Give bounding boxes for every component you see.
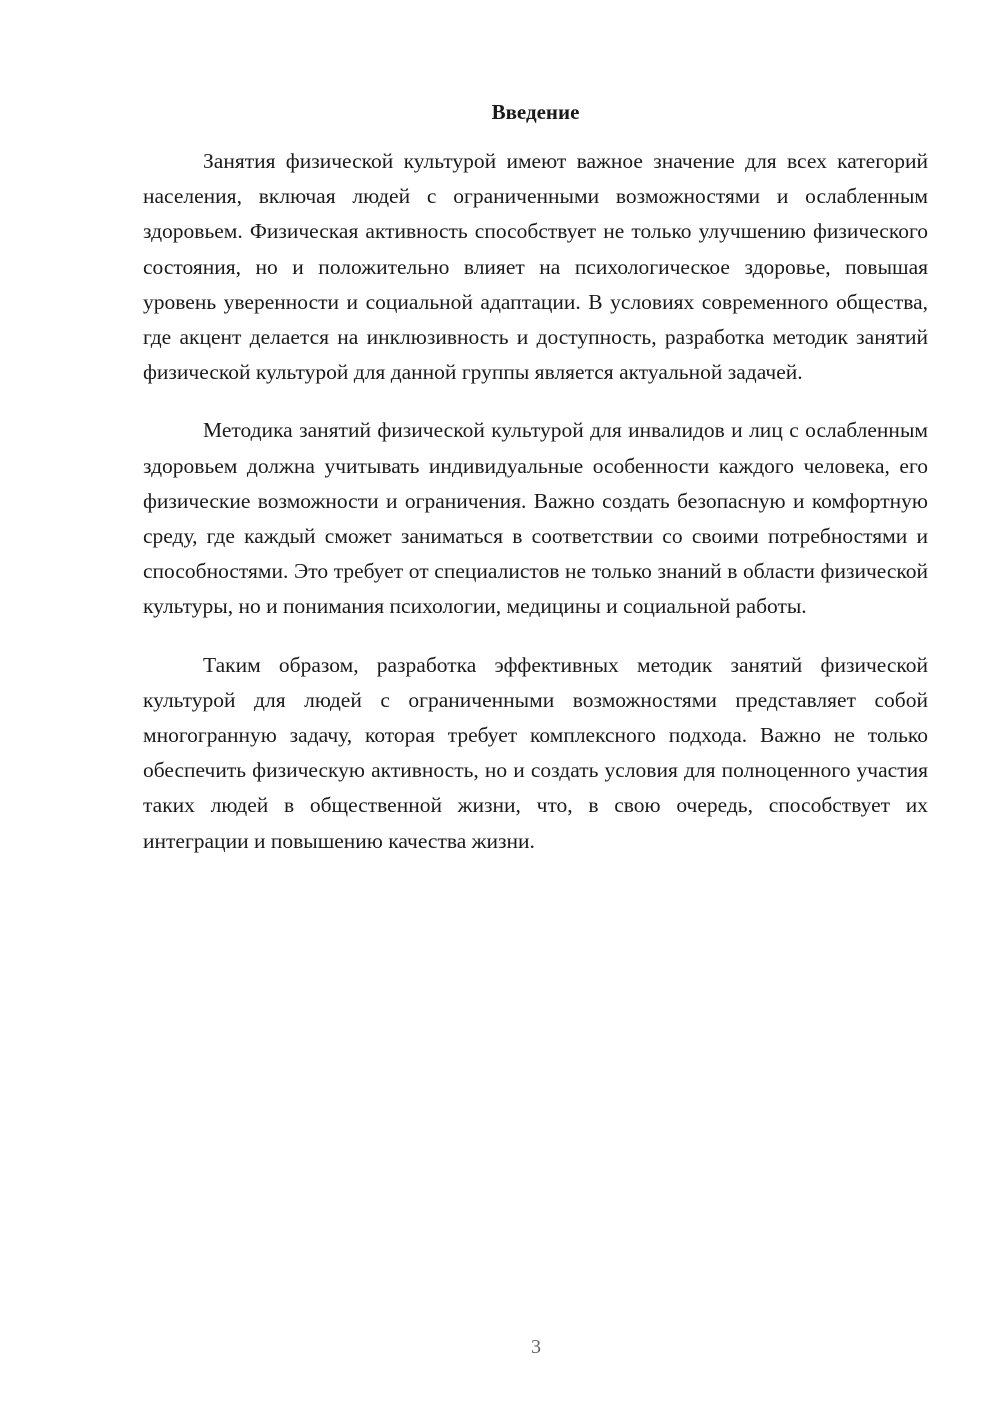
paragraph-3: Таким образом, разработка эффективных методик занятий физической культурой для людей с ограниченными возможностями представляет собой многогранную задачу, которая требует комплексного подхода. Важно не только обеспечить физическую активность, но и создать условия для полноценного участия таких людей в общественной жизни, что, в свою очередь, способствует их интеграции и повышению качества жизни.	[143, 652, 928, 853]
body-text	[143, 144, 928, 882]
paragraph-2: Методика занятий физической культурой для инвалидов и лиц с ослабленным здоровьем должна учитывать индивидуальные особенности каждого человека, его физические возможности и ограничения. Важно создать безопасную и комфортную среду, где каждый сможет заниматься в соответствии со своими потребностями и способностями. Это требует от специалистов не только знаний в области физической культуры, но и понимания психологии, медицины и социальной работы.	[143, 418, 928, 619]
page-number: 3	[531, 1336, 541, 1358]
paragraph-1: Занятия физической культурой имеют важное значение для всех категорий населения, включая людей с ограниченными возможностями и ослабленным здоровьем. Физическая активность способствует не только улучшению физического состояния, но и положительно влияет на психологическое здоровье, повышая уровень уверенности и социальной адаптации. В условиях современного общества, где акцент делается на инклюзивность и доступность, разработка методик занятий физической культурой для данной группы является актуальной задачей.	[143, 149, 928, 385]
page-title: Введение	[491, 100, 580, 124]
